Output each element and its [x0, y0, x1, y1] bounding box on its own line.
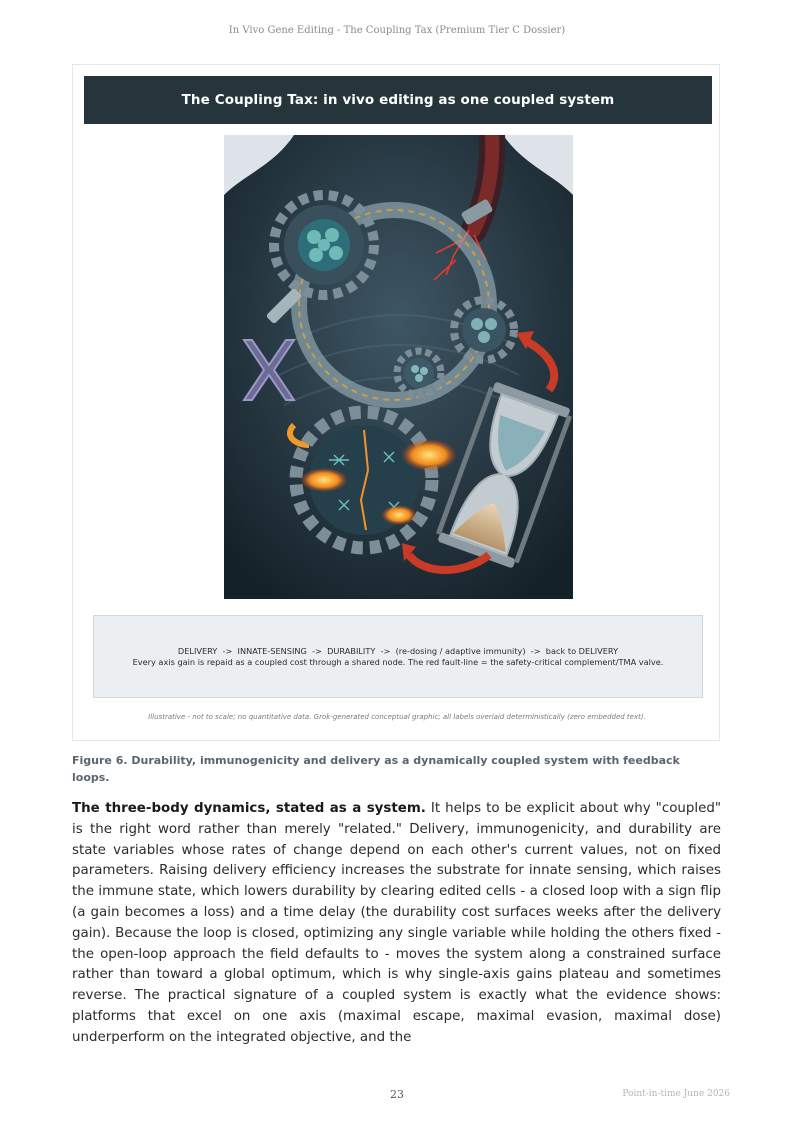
figure-frame — [72, 64, 720, 741]
footer-date: Point-in-time June 2026 — [622, 1089, 730, 1099]
paragraph-text: It helps to be explicit about why "coupled" is the right word rather than merely "related." Delivery, immunogenicity, and durability are state variables whose rates of change depend on each other's current values, not on fixed parameters. Raising delivery efficiency increases the substrate for innate sensing, which raises the immune state, which lowers durability by clearing edited cells - a closed loop with a sign flip (a gain becomes a loss) and a time delay (the durability cost surfaces weeks after the delivery gain). Because the loop is closed, optimizing any single variable while holding the others fixed - the open-loop approach the field defaults to - moves the system along a constrained surface rather than toward a global optimum, which is why single-axis gains plateau and sometimes reverse. The practical signature of a coupled system is exactly what the evidence shows: platforms that excel on one axis (maximal escape, maximal evasion, maximal dose) underperform on the integrated objective, and the — [72, 801, 721, 1045]
paragraph-lead: The three-body dynamics, stated as a system. — [72, 801, 426, 816]
flow-line: DELIVERY -> INNATE-SENSING -> DURABILITY -> (re-dosing / adaptive immunity) -> back to DELIVERY — [177, 645, 619, 656]
conceptual-illustration — [224, 135, 573, 599]
flow-explanation: Every axis gain is repaid as a coupled cost through a shared node. The red fault-line = the safety-critical complement/TMA valve. — [132, 656, 664, 667]
body-paragraph — [72, 799, 721, 1049]
page-number: 23 — [390, 1088, 404, 1101]
flow-caption-box — [93, 615, 703, 698]
illustration-note: Illustrative - not to scale; no quantitative data. Grok-generated conceptual graphic; all labels overlaid deterministically (zero embedded text). — [148, 713, 646, 721]
running-header: In Vivo Gene Editing - The Coupling Tax (Premium Tier C Dossier) — [228, 25, 566, 36]
figure-caption: Figure 6. Durability, immunogenicity and delivery as a dynamically coupled system with feedback loops. — [72, 754, 680, 784]
figure-title: The Coupling Tax: in vivo editing as one coupled system — [84, 76, 712, 124]
